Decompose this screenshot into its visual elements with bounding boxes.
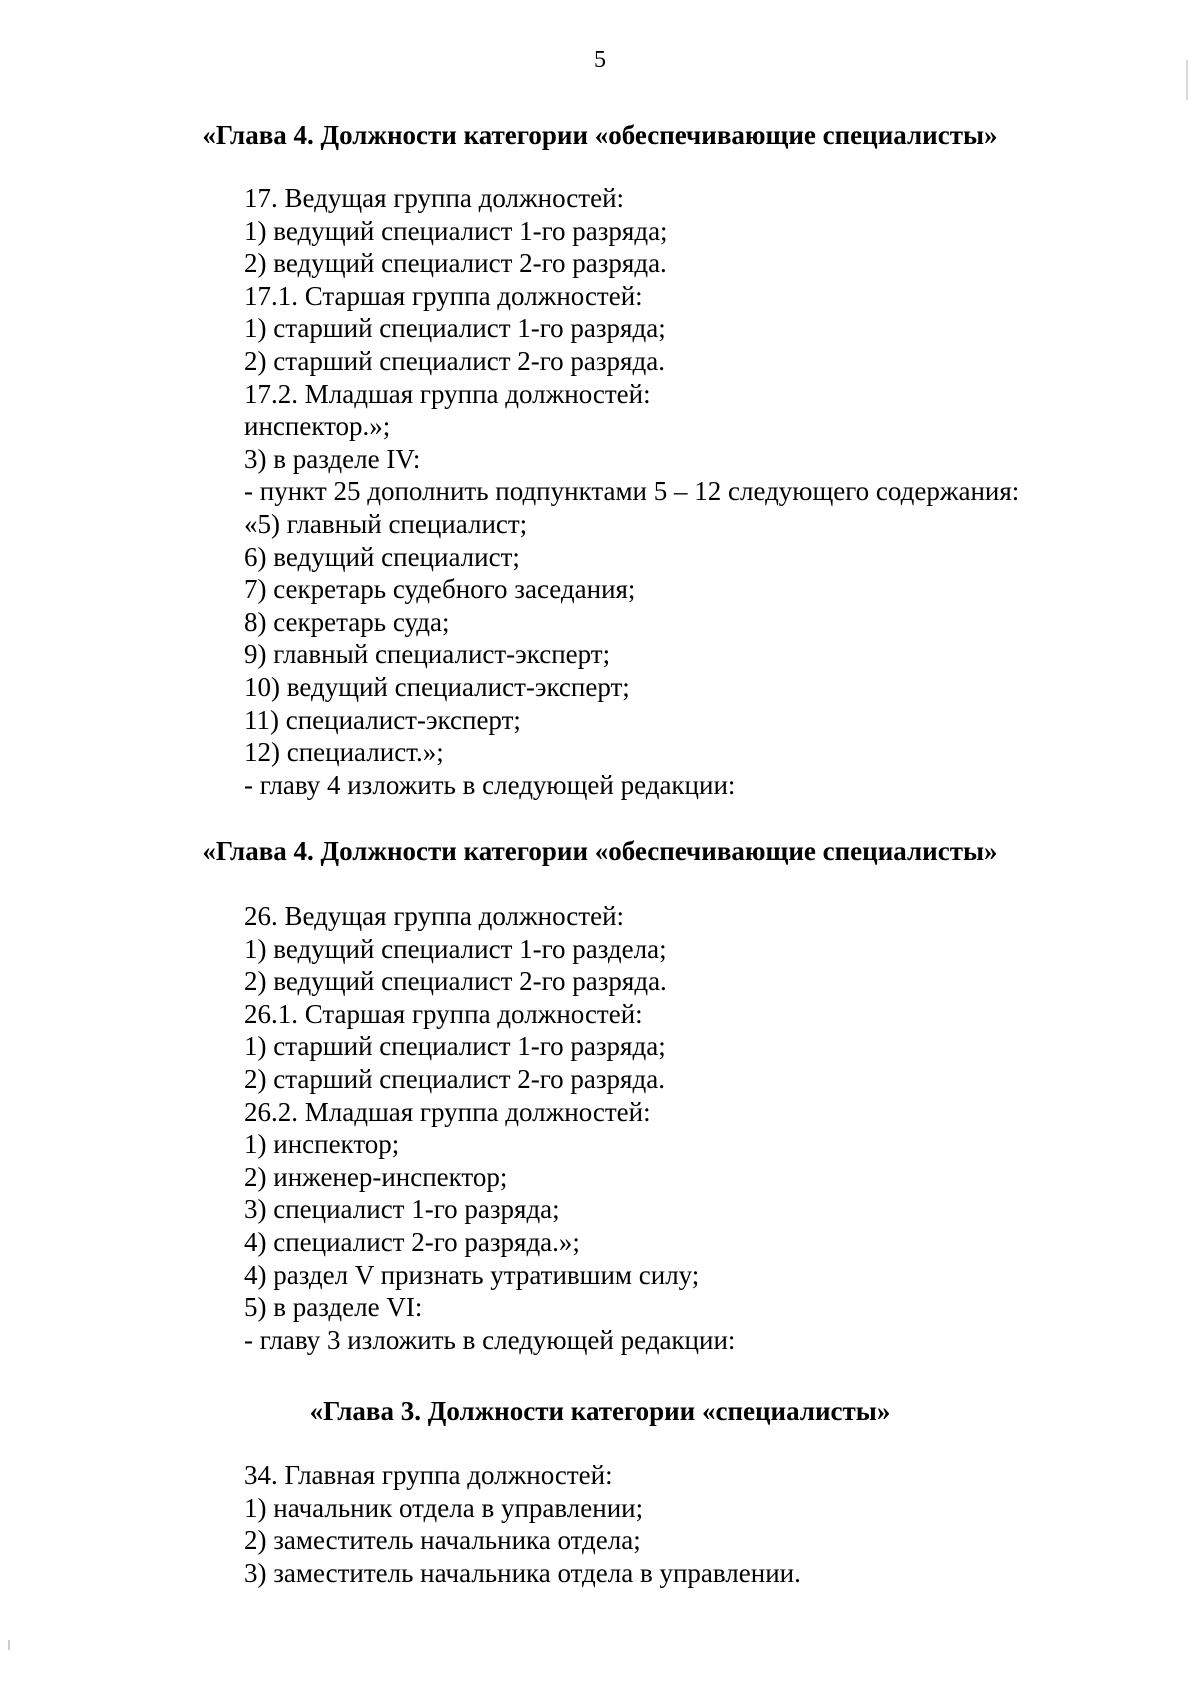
- scan-edge-mark: [8, 1640, 10, 1650]
- text-line: 2) заместитель начальника отдела;: [244, 1525, 641, 1556]
- section-text-block: [244, 900, 735, 1356]
- text-line: 11) специалист-эксперт;: [244, 704, 521, 735]
- text-line: 17. Ведущая группа должностей:: [244, 183, 625, 213]
- text-line: 26. Ведущая группа должностей:: [244, 901, 625, 931]
- text-line: - главу 4 изложить в следующей редакции:: [244, 769, 736, 800]
- text-line: 1) ведущий специалист 1-го разряда;: [244, 215, 668, 246]
- section-heading: «Глава 4. Должности категории «обеспечивающие специалисты»: [202, 120, 998, 150]
- scan-edge-mark: [1186, 60, 1188, 100]
- text-line: 3) в разделе IV:: [244, 443, 421, 474]
- text-line: 6) ведущий специалист;: [244, 541, 520, 572]
- text-line: 34. Главная группа должностей:: [244, 1460, 613, 1490]
- text-line: 1) ведущий специалист 1-го раздела;: [244, 933, 667, 964]
- text-line: 10) ведущий специалист-эксперт;: [244, 671, 630, 702]
- text-line: 1) начальник отдела в управлении;: [244, 1492, 644, 1523]
- section-text-block: [244, 1459, 801, 1589]
- page-number: 5: [594, 47, 606, 73]
- text-line: 1) инспектор;: [244, 1129, 400, 1160]
- text-line: 1) старший специалист 1-го разряда;: [244, 313, 666, 344]
- text-line: 2) старший специалист 2-го разряда.: [244, 345, 665, 376]
- section-heading: «Глава 3. Должности категории «специалисты»: [309, 1396, 891, 1426]
- text-line: 17.1. Старшая группа должностей:: [244, 280, 643, 311]
- text-line: 12) специалист.»;: [244, 737, 444, 768]
- text-line: 2) инженер-инспектор;: [244, 1161, 508, 1192]
- text-line: «5) главный специалист;: [244, 508, 528, 539]
- section-text-block: [244, 182, 1019, 801]
- text-line: 9) главный специалист-эксперт;: [244, 639, 611, 670]
- text-line: 3) заместитель начальника отдела в управлении.: [244, 1557, 801, 1588]
- text-line: 17.2. Младшая группа должностей:: [244, 378, 651, 409]
- text-line: 7) секретарь судебного заседания;: [244, 574, 636, 605]
- text-line: 2) ведущий специалист 2-го разряда.: [244, 966, 667, 997]
- text-line: 3) специалист 1-го разряда;: [244, 1194, 560, 1225]
- text-line: 8) секретарь суда;: [244, 606, 450, 637]
- text-line: 26.2. Младшая группа должностей:: [244, 1096, 651, 1127]
- text-line: 4) специалист 2-го разряда.»;: [244, 1226, 580, 1257]
- text-line: - пункт 25 дополнить подпунктами 5 – 12 следующего содержания:: [244, 476, 1020, 507]
- section-heading: «Глава 4. Должности категории «обеспечивающие специалисты»: [202, 836, 998, 866]
- text-line: 2) ведущий специалист 2-го разряда.: [244, 248, 667, 279]
- text-line: 2) старший специалист 2-го разряда.: [244, 1063, 665, 1094]
- text-line: 5) в разделе VI:: [244, 1292, 423, 1323]
- text-line: 1) старший специалист 1-го разряда;: [244, 1031, 666, 1062]
- text-line: - главу 3 изложить в следующей редакции:: [244, 1324, 736, 1355]
- text-line: 4) раздел V признать утратившим силу;: [244, 1259, 700, 1290]
- text-line: инспектор.»;: [244, 411, 391, 442]
- text-line: 26.1. Старшая группа должностей:: [244, 998, 643, 1029]
